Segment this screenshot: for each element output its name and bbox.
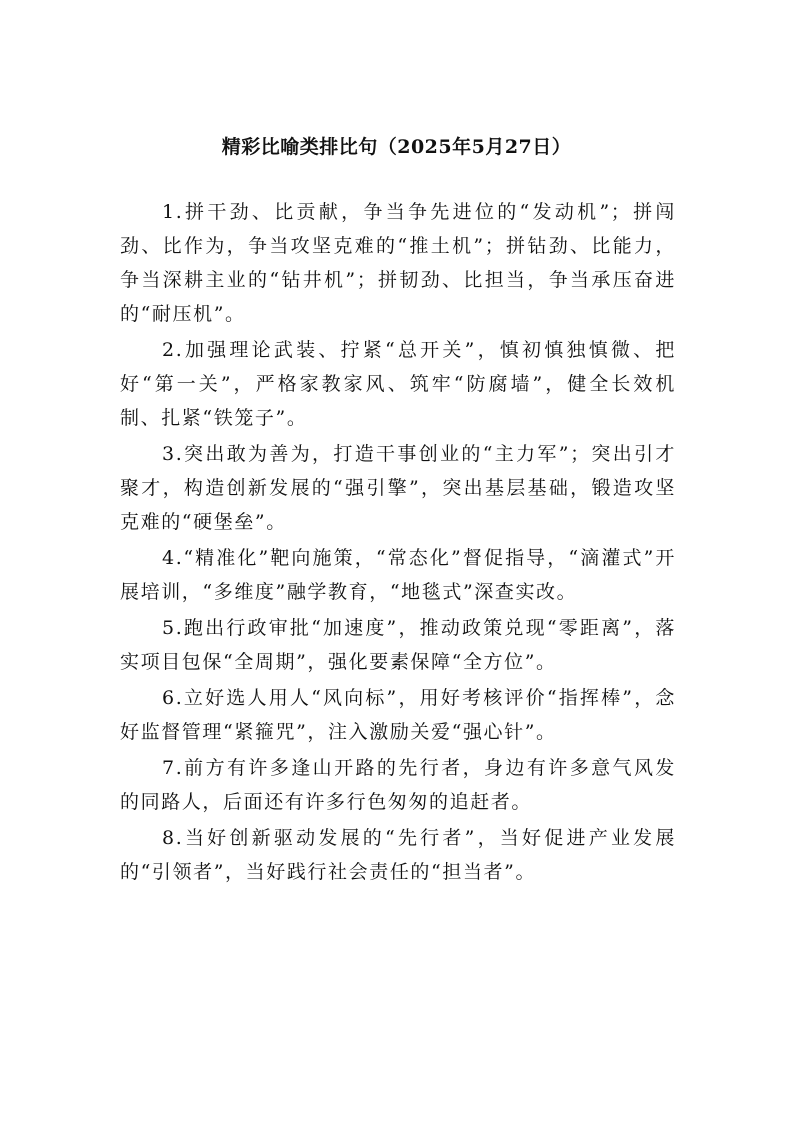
- paragraph-1: 1.拼干劲、比贡献，争当争先进位的“发动机”；拼闯劲、比作为，争当攻坚克难的“推土机”；拼钻劲、比能力，争当深耕主业的“钻井机”；拼韧劲、比担当，争当承压奋进的“耐压机”。: [120, 201, 676, 325]
- document-body: [120, 195, 676, 891]
- paragraph-8: 8.当好创新驱动发展的“先行者”，当好促进产业发展的“引领者”，当好践行社会责任的“担当者”。: [120, 827, 676, 883]
- document-title: 精彩比喻类排比句（2025年5月27日）: [221, 136, 572, 158]
- paragraph-2: 2.加强理论武装、拧紧“总开关”，慎初慎独慎微、把好“第一关”，严格家教家风、筑牢“防腐墙”，健全长效机制、扎紧“铁笼子”。: [120, 339, 676, 429]
- paragraph-3: 3.突出敢为善为，打造干事创业的“主力军”；突出引才聚才，构造创新发展的“强引擎”，突出基层基础，锻造攻坚克难的“硬堡垒”。: [120, 443, 676, 533]
- paragraph-6: 6.立好选人用人“风向标”，用好考核评价“指挥棒”，念好监督管理“紧箍咒”，注入激励关爱“强心针”。: [120, 687, 676, 743]
- paragraph-7: 7.前方有许多逢山开路的先行者，身边有许多意气风发的同路人，后面还有许多行色匆匆的追赶者。: [120, 757, 676, 813]
- paragraph-4: 4.“精准化”靶向施策，“常态化”督促指导，“滴灌式”开展培训，“多维度”融学教育，“地毯式”深查实改。: [120, 547, 676, 603]
- paragraph-5: 5.跑出行政审批“加速度”，推动政策兑现“零距离”，落实项目包保“全周期”，强化要素保障“全方位”。: [120, 617, 676, 673]
